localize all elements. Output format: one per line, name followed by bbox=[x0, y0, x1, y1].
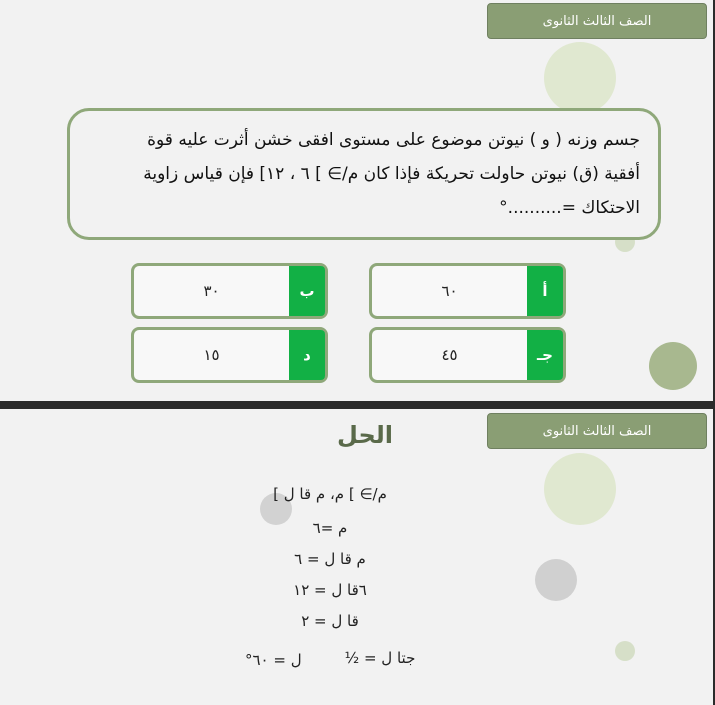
option-letter: د bbox=[289, 330, 325, 380]
option-letter: أ bbox=[527, 266, 563, 316]
option-value: ١٥ bbox=[203, 346, 220, 364]
solution-line: م قا ل = ٦ bbox=[294, 550, 366, 568]
solution-line: قا ل = ٢ bbox=[301, 612, 359, 630]
question-line: الاحتكاك =..........° bbox=[499, 198, 640, 218]
decor-circle bbox=[544, 453, 616, 525]
option-value: ٣٠ bbox=[203, 282, 220, 300]
option-value: ٦٠ bbox=[441, 282, 458, 300]
option-d[interactable] bbox=[131, 327, 328, 383]
grade-badge: الصف الثالث الثانوى bbox=[487, 3, 707, 39]
solution-title: الحل bbox=[337, 421, 393, 449]
solution-line: جتا ل = ½ bbox=[344, 649, 416, 667]
solution-slide bbox=[0, 409, 713, 705]
question-line: أفقية (ق) نيوتن حاولت تحريكة فإذا كان م/∋ ] ٦ ، ١٢] فإن قياس زاوية bbox=[143, 164, 640, 184]
decor-circle bbox=[649, 342, 697, 390]
option-a[interactable] bbox=[369, 263, 566, 319]
question-box bbox=[67, 108, 661, 240]
option-letter: جـ bbox=[527, 330, 563, 380]
option-letter: ب bbox=[289, 266, 325, 316]
option-b[interactable] bbox=[131, 263, 328, 319]
solution-line: م =٦ bbox=[312, 519, 348, 537]
grade-badge: الصف الثالث الثانوى bbox=[487, 413, 707, 449]
decor-circle bbox=[544, 42, 616, 114]
decor-circle bbox=[535, 559, 577, 601]
question-line: جسم وزنه ( و ) نيوتن موضوع على مستوى افقى خشن أثرت عليه قوة bbox=[147, 130, 640, 150]
decor-circle bbox=[615, 641, 635, 661]
option-c[interactable] bbox=[369, 327, 566, 383]
solution-line: م/∋ ] م، م قا ل ] bbox=[273, 485, 387, 503]
result-angle: ل = ٦٠° bbox=[245, 651, 302, 669]
solution-line: ٦قا ل = ١٢ bbox=[293, 581, 367, 599]
option-value: ٤٥ bbox=[441, 346, 458, 364]
